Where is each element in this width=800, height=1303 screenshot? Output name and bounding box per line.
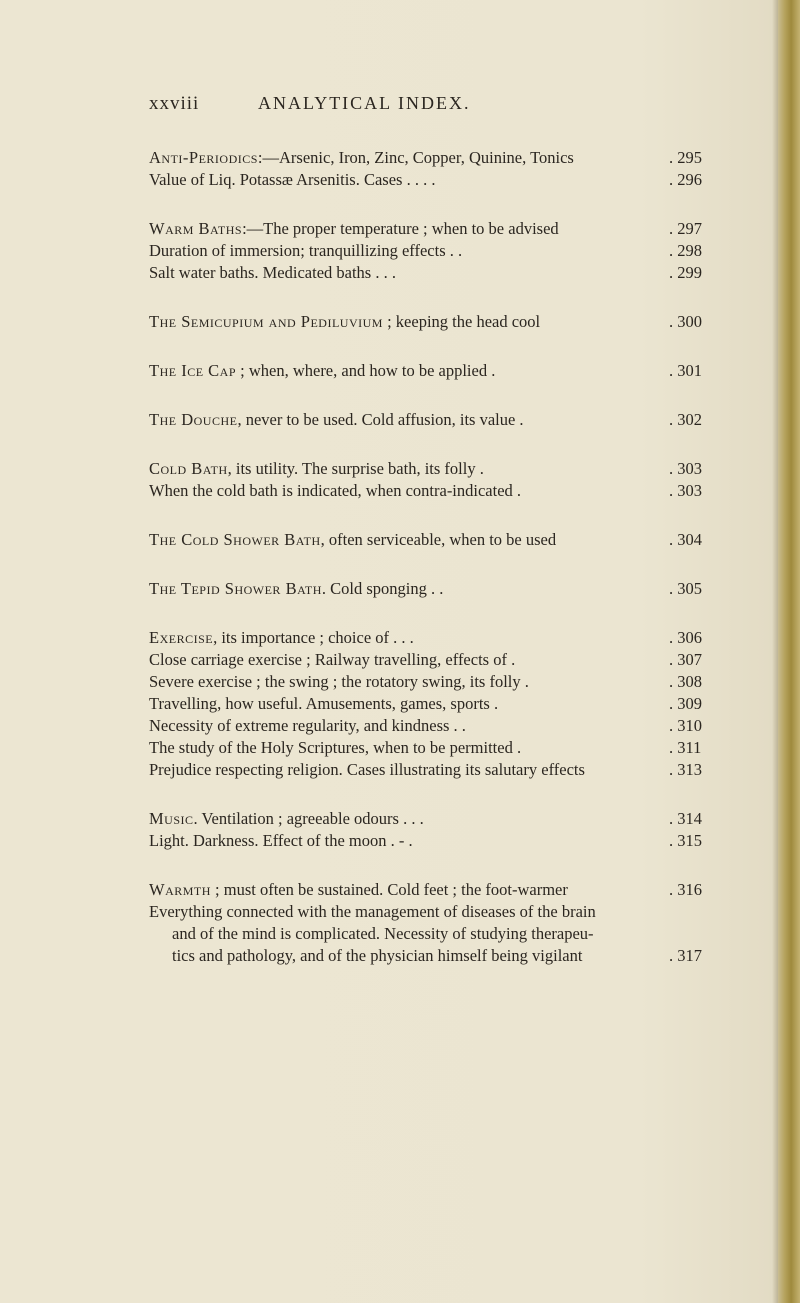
index-line: [149, 759, 724, 781]
index-heading: Anti-Periodics: [149, 148, 258, 167]
index-description: , its utility. The surprise bath, its folly .: [227, 459, 484, 478]
index-group: [149, 578, 724, 600]
index-line-text: [149, 262, 396, 284]
index-entries: [149, 147, 724, 994]
page-number: . 296: [669, 170, 702, 189]
index-heading: The Ice Cap: [149, 361, 236, 380]
index-line: [149, 409, 724, 431]
page-number: . 314: [669, 809, 702, 828]
index-line-text: [149, 311, 540, 333]
index-description: , its importance ; choice of . . .: [213, 628, 414, 647]
index-line-text: [172, 923, 594, 945]
index-description: Travelling, how useful. Amusements, games, sports .: [149, 694, 499, 713]
index-heading: The Douche: [149, 410, 238, 429]
index-line-text: [149, 879, 568, 901]
running-title: ANALYTICAL INDEX.: [258, 93, 471, 113]
index-line: [149, 262, 724, 284]
index-group: [149, 311, 724, 333]
index-line: [149, 147, 724, 169]
index-description: and of the mind is complicated. Necessity of studying therapeu-: [172, 924, 594, 943]
page-number: . 300: [669, 312, 702, 331]
index-line-text: [149, 169, 435, 191]
page-header: [149, 93, 709, 117]
index-line-text: [149, 808, 424, 830]
index-description: , never to be used. Cold affusion, its value .: [237, 410, 524, 429]
index-line-text: [149, 240, 462, 262]
index-description: Severe exercise ; the swing ; the rotatory swing, its folly .: [149, 672, 529, 691]
index-heading: The Cold Shower Bath: [149, 530, 321, 549]
index-group: [149, 409, 724, 431]
page-number: . 307: [669, 650, 702, 669]
index-line: [149, 169, 724, 191]
index-line-text: [149, 671, 529, 693]
index-line: [149, 529, 724, 551]
page-number: . 308: [669, 672, 702, 691]
index-description: :—The proper temperature ; when to be advised: [242, 219, 559, 238]
index-line: [149, 240, 724, 262]
index-description: ; must often be sustained. Cold feet ; the foot-warmer: [210, 880, 568, 899]
index-heading: The Semicupium and Pediluvium: [149, 312, 383, 331]
index-description: Everything connected with the management of diseases of the brain: [149, 902, 596, 921]
page-number: . 305: [669, 579, 702, 598]
page-number: . 298: [669, 241, 702, 260]
index-line-text: [149, 218, 559, 240]
index-line-text: [149, 693, 498, 715]
index-line: [149, 945, 724, 967]
page-number: . 311: [669, 738, 702, 757]
index-description: Salt water baths. Medicated baths . . .: [149, 263, 396, 282]
index-line: [149, 808, 724, 830]
index-description: Prejudice respecting religion. Cases illustrating its salutary effects: [149, 760, 585, 779]
index-line-text: [149, 480, 521, 502]
index-description: Value of Liq. Potassæ Arsenitis. Cases . . . .: [149, 170, 436, 189]
index-line-text: [149, 715, 466, 737]
index-group: [149, 627, 724, 781]
index-group: [149, 808, 724, 852]
index-line-text: [172, 945, 582, 967]
index-line-text: [149, 409, 524, 431]
index-line: [149, 627, 724, 649]
index-group: [149, 529, 724, 551]
page-number: . 299: [669, 263, 702, 282]
index-line: [149, 923, 724, 945]
index-description: Close carriage exercise ; Railway travelling, effects of .: [149, 650, 516, 669]
index-description: , often serviceable, when to be used: [320, 530, 557, 549]
index-description: . Ventilation ; agreeable odours . . .: [193, 809, 424, 828]
page-number: . 316: [669, 880, 702, 899]
index-line-text: [149, 360, 495, 382]
index-line: [149, 649, 724, 671]
index-heading: The Tepid Shower Bath: [149, 579, 322, 598]
page-number: . 303: [669, 481, 702, 500]
index-group: [149, 360, 724, 382]
index-line: [149, 671, 724, 693]
page-number: . 313: [669, 760, 702, 779]
index-line: [149, 458, 724, 480]
page-number: . 303: [669, 459, 702, 478]
index-line-text: [149, 627, 414, 649]
index-group: [149, 147, 724, 191]
page-edge-binding: [778, 0, 800, 1303]
index-line: [149, 715, 724, 737]
page-number: . 317: [669, 946, 702, 965]
index-line: [149, 311, 724, 333]
index-line: [149, 901, 724, 923]
index-line: [149, 218, 724, 240]
index-line-text: [149, 759, 585, 781]
index-line: [149, 879, 724, 901]
index-line-text: [149, 458, 484, 480]
page-number: . 297: [669, 219, 702, 238]
index-description: ; keeping the head cool: [382, 312, 541, 331]
index-line-text: [149, 901, 596, 923]
index-line-text: [149, 529, 556, 551]
page-number: . 301: [669, 361, 702, 380]
page-folio: xxviii: [149, 93, 200, 114]
index-line: [149, 360, 724, 382]
index-line-text: [149, 737, 521, 759]
index-heading: Exercise: [149, 628, 214, 647]
index-line-text: [149, 830, 413, 852]
page-number: . 306: [669, 628, 702, 647]
index-heading: Music: [149, 809, 194, 828]
index-heading: Warmth: [149, 880, 211, 899]
index-group: [149, 218, 724, 284]
index-description: Light. Darkness. Effect of the moon . - .: [149, 831, 413, 850]
index-group: [149, 879, 724, 967]
index-line: [149, 737, 724, 759]
page-number: . 310: [669, 716, 702, 735]
index-line: [149, 830, 724, 852]
index-heading: Warm Baths: [149, 219, 243, 238]
index-heading: Cold Bath: [149, 459, 228, 478]
index-group: [149, 458, 724, 502]
index-line-text: [149, 147, 574, 169]
index-description: . Cold sponging . .: [321, 579, 444, 598]
index-line: [149, 578, 724, 600]
page-number: . 295: [669, 148, 702, 167]
index-line: [149, 480, 724, 502]
index-description: Duration of immersion; tranquillizing effects . .: [149, 241, 463, 260]
page-number: . 315: [669, 831, 702, 850]
page-number: . 304: [669, 530, 702, 549]
page-number: . 309: [669, 694, 702, 713]
index-line: [149, 693, 724, 715]
index-description: When the cold bath is indicated, when contra-indicated .: [149, 481, 522, 500]
index-description: ; when, where, and how to be applied .: [236, 361, 496, 380]
page-number: . 302: [669, 410, 702, 429]
index-description: :—Arsenic, Iron, Zinc, Copper, Quinine, Tonics: [257, 148, 574, 167]
index-line-text: [149, 578, 443, 600]
index-description: The study of the Holy Scriptures, when to be permitted .: [149, 738, 522, 757]
index-description: Necessity of extreme regularity, and kindness . .: [149, 716, 466, 735]
index-line-text: [149, 649, 515, 671]
index-description: tics and pathology, and of the physician himself being vigilant: [172, 946, 583, 965]
